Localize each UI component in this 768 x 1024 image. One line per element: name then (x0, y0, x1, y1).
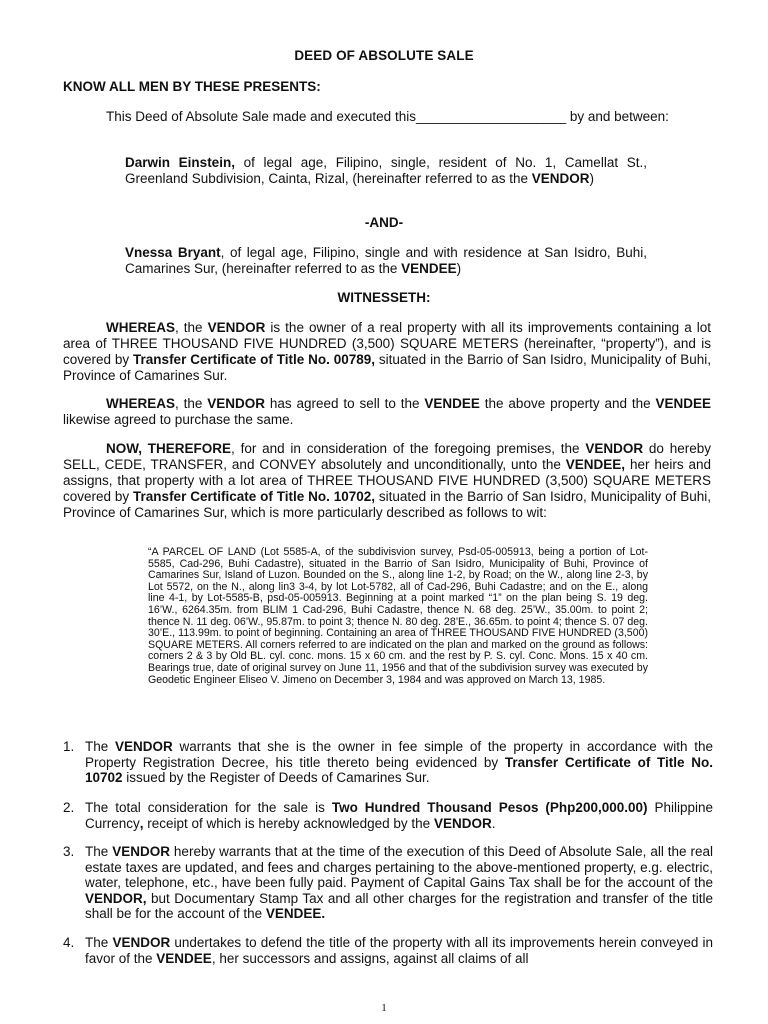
clause-3: 3. The VENDOR hereby warrants that at the time of the execution of this Deed of Absolute Sale, all the real estate taxes are updated, and fees and charges pertaining to the above-mentioned property, e.g. electric, water, telephone, etc., have been fully paid. Payment of Capital Gains Tax shall be for the account of the VENDOR, but Documentary Stamp Tax and all other charges for the registration and transfer of the title shall be for the account of the VENDEE. (63, 844, 713, 921)
page-number: 1 (381, 1002, 387, 1014)
know-all-heading: KNOW ALL MEN BY THESE PRESENTS: (63, 79, 321, 94)
vendee-party-paragraph: Vnessa Bryant, of legal age, Filipino, single and with residence at San Isidro, Buhi, Camarines Sur, (hereinafter referred to as the VENDEE) (125, 245, 647, 276)
vendee-name: Vnessa Bryant (125, 245, 221, 260)
whereas-paragraph-1: WHEREAS, the VENDOR is the owner of a real property with all its improvements containing a lot area of THREE THOUSAND FIVE HUNDRED (3,500) SQUARE METERS (hereinafter, “property”), and is covered by Transfer Certificate of Title No. 00789, situated in the Barrio of San Isidro, Municipality of Buhi, Province of Camarines Sur. (63, 320, 712, 383)
tct-reference-2: Transfer Certificate of Title No. 10702, (133, 489, 376, 504)
witnesseth-heading: WITNESSETH: (337, 290, 431, 305)
document-title: DEED OF ABSOLUTE SALE (294, 48, 474, 63)
vendor-name: Darwin Einstein, (125, 155, 235, 170)
clause-2: 2. The total consideration for the sale is Two Hundred Thousand Pesos (Php200,000.00) Philippine Currency, receipt of which is hereby acknowledged by the VENDOR. (63, 800, 714, 831)
parcel-description: “A PARCEL OF LAND (Lot 5585-A, of the subdivisvion survey, Psd-05-005913, being a portion of Lot-5585, Cad-296, Buhi Cadastre), situated in the Barrio of San Isidro, Municipality of Buhi, Province of Camarines Sur, Island of Luzon. Bounded on the S., along line 1-2, by Road; on the W., along line 2-3, by Lot 5572, on the N., along lin3 3-4, by lot Lot-5782, all of Cad-296, Buhi Cadastre; and on the E., along line 4-1, by Lot-5585-B, psd-05-005913. Beginning at a point marked “1” on the plan being S. 19 deg. 16’W., 6264.35m. from BLIM 1 Cad-296, Buhi Cadastre, thence N. 68 deg. 25’W., 35.00m. to point 2; thence N. 11 deg. 06’W., 95.87m. to point 3; thence N. 80 deg. 28’E., 36.65m. to point 4; thence S. 07 deg. 30’E., 113.99m. to point of beginning. Containing an area of THREE THOUSAND FIVE HUNDRED (3,500) SQUARE METERS. All corners referred to are indicated on the plan and marked on the ground as follows: corners 2 & 3 by Old BL. cyl. conc. mons. 15 x 60 cm. and the rest by P. S. cyl. Conc. Mons. 15 x 40 cm. Bearings true, date of original survey on June 11, 1956 and that of the subdivision survey was executed by Geodetic Engineer Eliseo V. Jimeno on December 3, 1984 and was approved on March 13, 1985. (148, 546, 648, 686)
and-separator: -AND- (364, 215, 404, 230)
vendor-role: VENDOR (531, 171, 590, 186)
whereas-paragraph-2: WHEREAS, the VENDOR has agreed to sell to the VENDEE the above property and the VENDEE likewise agreed to purchase the same. (63, 396, 711, 427)
vendor-party-paragraph: Darwin Einstein, of legal age, Filipino, single, resident of No. 1, Camellat St., Greenland Subdivision, Cainta, Rizal, (hereinafter referred to as the VENDOR) (125, 155, 647, 186)
clause-4: 4. The VENDOR undertakes to defend the title of the property with all its improvements herein conveyed in favor of the VENDEE, her successors and assigns, against all claims of all (63, 935, 714, 966)
tct-reference: Transfer Certificate of Title No. 00789, (133, 352, 376, 367)
now-therefore-paragraph: NOW, THEREFORE, for and in consideration of the foregoing premises, the VENDOR do hereby SELL, CEDE, TRANSFER, and CONVEY absolutely and unconditionally, unto the VENDEE, her heirs and assigns, that property with a lot area of THREE THOUSAND FIVE HUNDRED (3,500) SQUARE METERS covered by Transfer Certificate of Title No. 10702, situated in the Barrio of San Isidro, Municipality of Buhi, Province of Camarines Sur, which is more particularly described as follows to wit: (63, 441, 711, 520)
intro-paragraph: This Deed of Absolute Sale made and executed this____________________ by and between: (106, 109, 669, 124)
vendee-role: VENDEE (401, 261, 457, 276)
clause-1: 1. The VENDOR warrants that she is the owner in fee simple of the property in accordance with the Property Registration Decree, his title thereto being evidenced by Transfer Certificate of Title No. 10702 issued by the Register of Deeds of Camarines Sur. (63, 739, 713, 785)
